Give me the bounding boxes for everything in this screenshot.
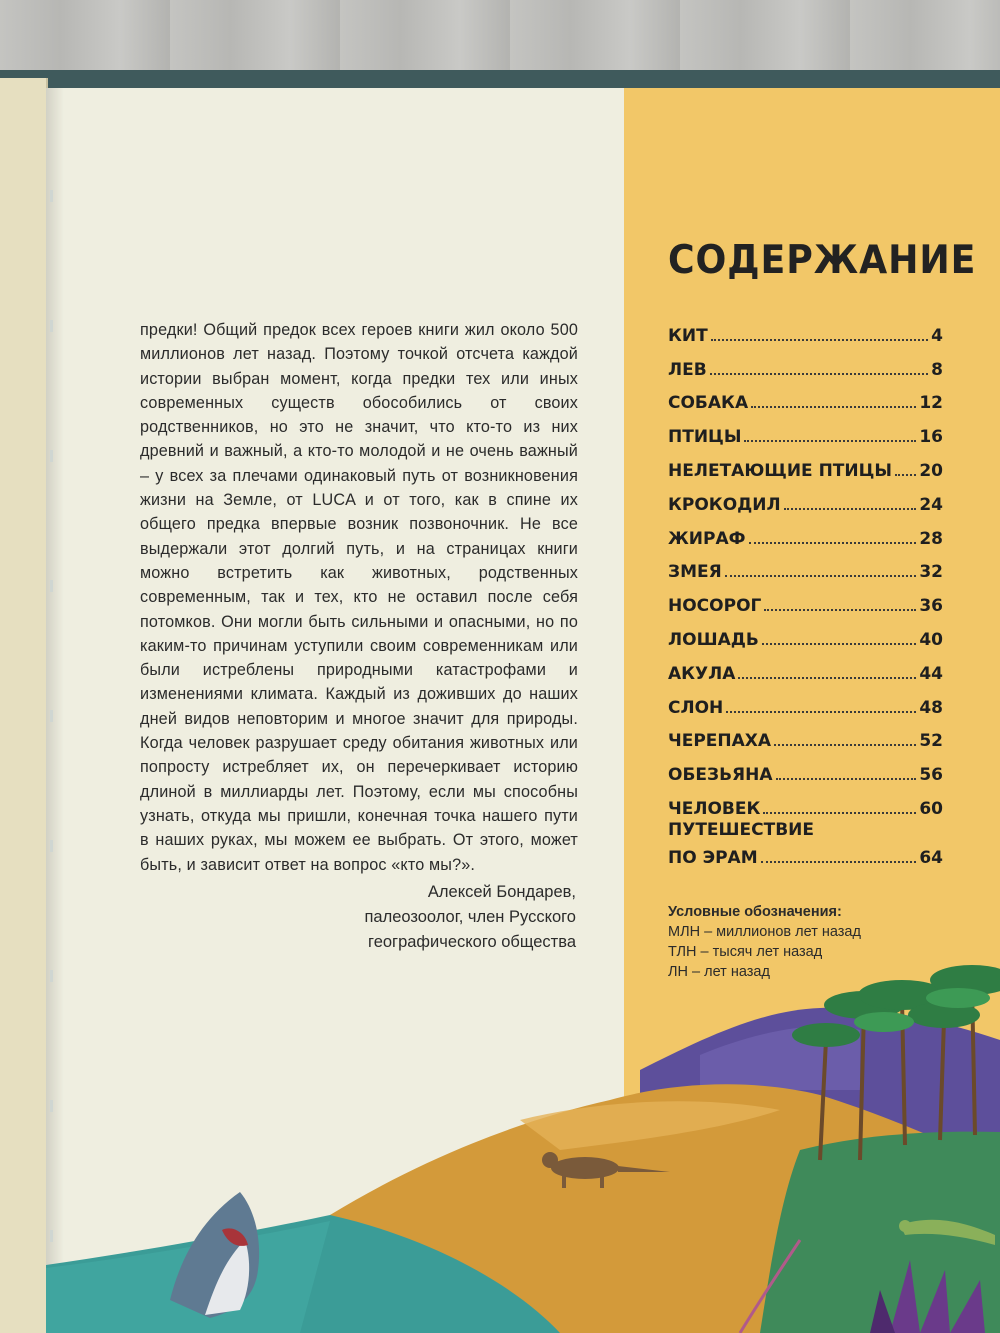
toc-entry-title: ЧЕРЕПАХА bbox=[668, 731, 772, 752]
toc-entry-title: КРОКОДИЛ bbox=[668, 494, 781, 515]
author-title: палеозоолог, член Русского bbox=[364, 908, 576, 926]
toc-entry-title: ЛЕВ bbox=[668, 359, 707, 380]
legend-item: ЛН – лет назад bbox=[668, 964, 770, 980]
toc-entry-page: 64 bbox=[919, 848, 943, 868]
toc-entry-title: СОБАКА bbox=[668, 393, 749, 414]
toc-entry-page: 52 bbox=[919, 731, 943, 752]
toc-entry-page: 48 bbox=[919, 697, 943, 718]
author-society: географического общества bbox=[368, 933, 576, 951]
legend-title: Условные обозначения: bbox=[668, 904, 842, 920]
toc-entry-title: НЕЛЕТАЮЩИЕ ПТИЦЫ bbox=[668, 460, 893, 481]
toc-entry-page: 4 bbox=[931, 325, 943, 346]
toc-entry-page: 40 bbox=[919, 629, 943, 650]
toc-entry-title: ОБЕЗЬЯНА bbox=[668, 765, 773, 786]
toc-entry-title-line1: ПУТЕШЕСТВИЕ bbox=[668, 820, 815, 840]
toc-entry-title: ПТИЦЫ bbox=[668, 427, 742, 448]
toc-entry-title: КИТ bbox=[668, 325, 708, 346]
contents-title: СОДЕРЖАНИЕ bbox=[668, 238, 977, 283]
intro-paragraph: предки! Общий предок всех героев книги жил около 500 миллионов лет назад. Поэтому точкой отсчета каждой истории выбран момент, когда предки тех или иных современных существ обособились от своих родственников, но это не значит, что кто-то из них древний и важный, а кто-то молодой и не очень важный – у всех за плечами одинаковый путь от возникновения жизни на Земле, от LUCA и от того, как в спине их общего предка впервые возник позвоночник. Не все выдержали этот долгий путь, и на страницах книги можно встретить как животных, родственных современным, так и тех, кто не оставил после себя потомков. Они могли быть сильными и опасными, но по каким-то причинам уступили своим современникам или были истреблены природными катастрофами и изменениями климата. Каждый из доживших до наших дней видов неповторим и многое значит для природы. Когда человек разрушает среду обитания животных или попросту истребляет их, он перечеркивает историю длиной в миллиарды лет. Поэтому, если мы способны узнать, откуда мы пришли, конечная точка нашего пути в наших руках, мы можем ее выбрать. От этого, может быть, и зависит ответ на вопрос «кто мы?». bbox=[140, 321, 578, 874]
legend-item: ТЛН – тысяч лет назад bbox=[668, 944, 823, 960]
toc-entry-page: 44 bbox=[919, 663, 943, 684]
author-name: Алексей Бондарев, bbox=[427, 883, 576, 901]
toc-entry-title: СЛОН bbox=[668, 697, 724, 718]
toc-entry-title: ЛОШАДЬ bbox=[668, 629, 759, 650]
toc-entry-page: 36 bbox=[919, 596, 943, 617]
toc-entry-title: ЧЕЛОВЕК bbox=[668, 798, 761, 819]
toc-entry-page: 60 bbox=[919, 798, 943, 819]
toc-entry-page: 24 bbox=[919, 494, 943, 515]
toc-entry-page: 12 bbox=[919, 393, 943, 414]
toc-entry-title: АКУЛА bbox=[668, 663, 736, 684]
toc-entry-page: 28 bbox=[919, 528, 943, 549]
toc-entry-title-line2: ПО ЭРАМ bbox=[668, 848, 758, 868]
toc-entry-title: ЗМЕЯ bbox=[668, 562, 722, 583]
toc-entry-title: НОСОРОГ bbox=[668, 596, 762, 617]
toc-entry-page: 32 bbox=[919, 562, 943, 583]
legend-item: МЛН – миллионов лет назад bbox=[668, 924, 861, 940]
toc-entry-title: ЖИРАФ bbox=[668, 528, 746, 549]
toc-entry-page: 16 bbox=[919, 427, 943, 448]
toc-entry-page: 56 bbox=[919, 765, 943, 786]
toc-entry-page: 20 bbox=[919, 460, 943, 481]
toc-entry-page: 8 bbox=[931, 359, 943, 380]
